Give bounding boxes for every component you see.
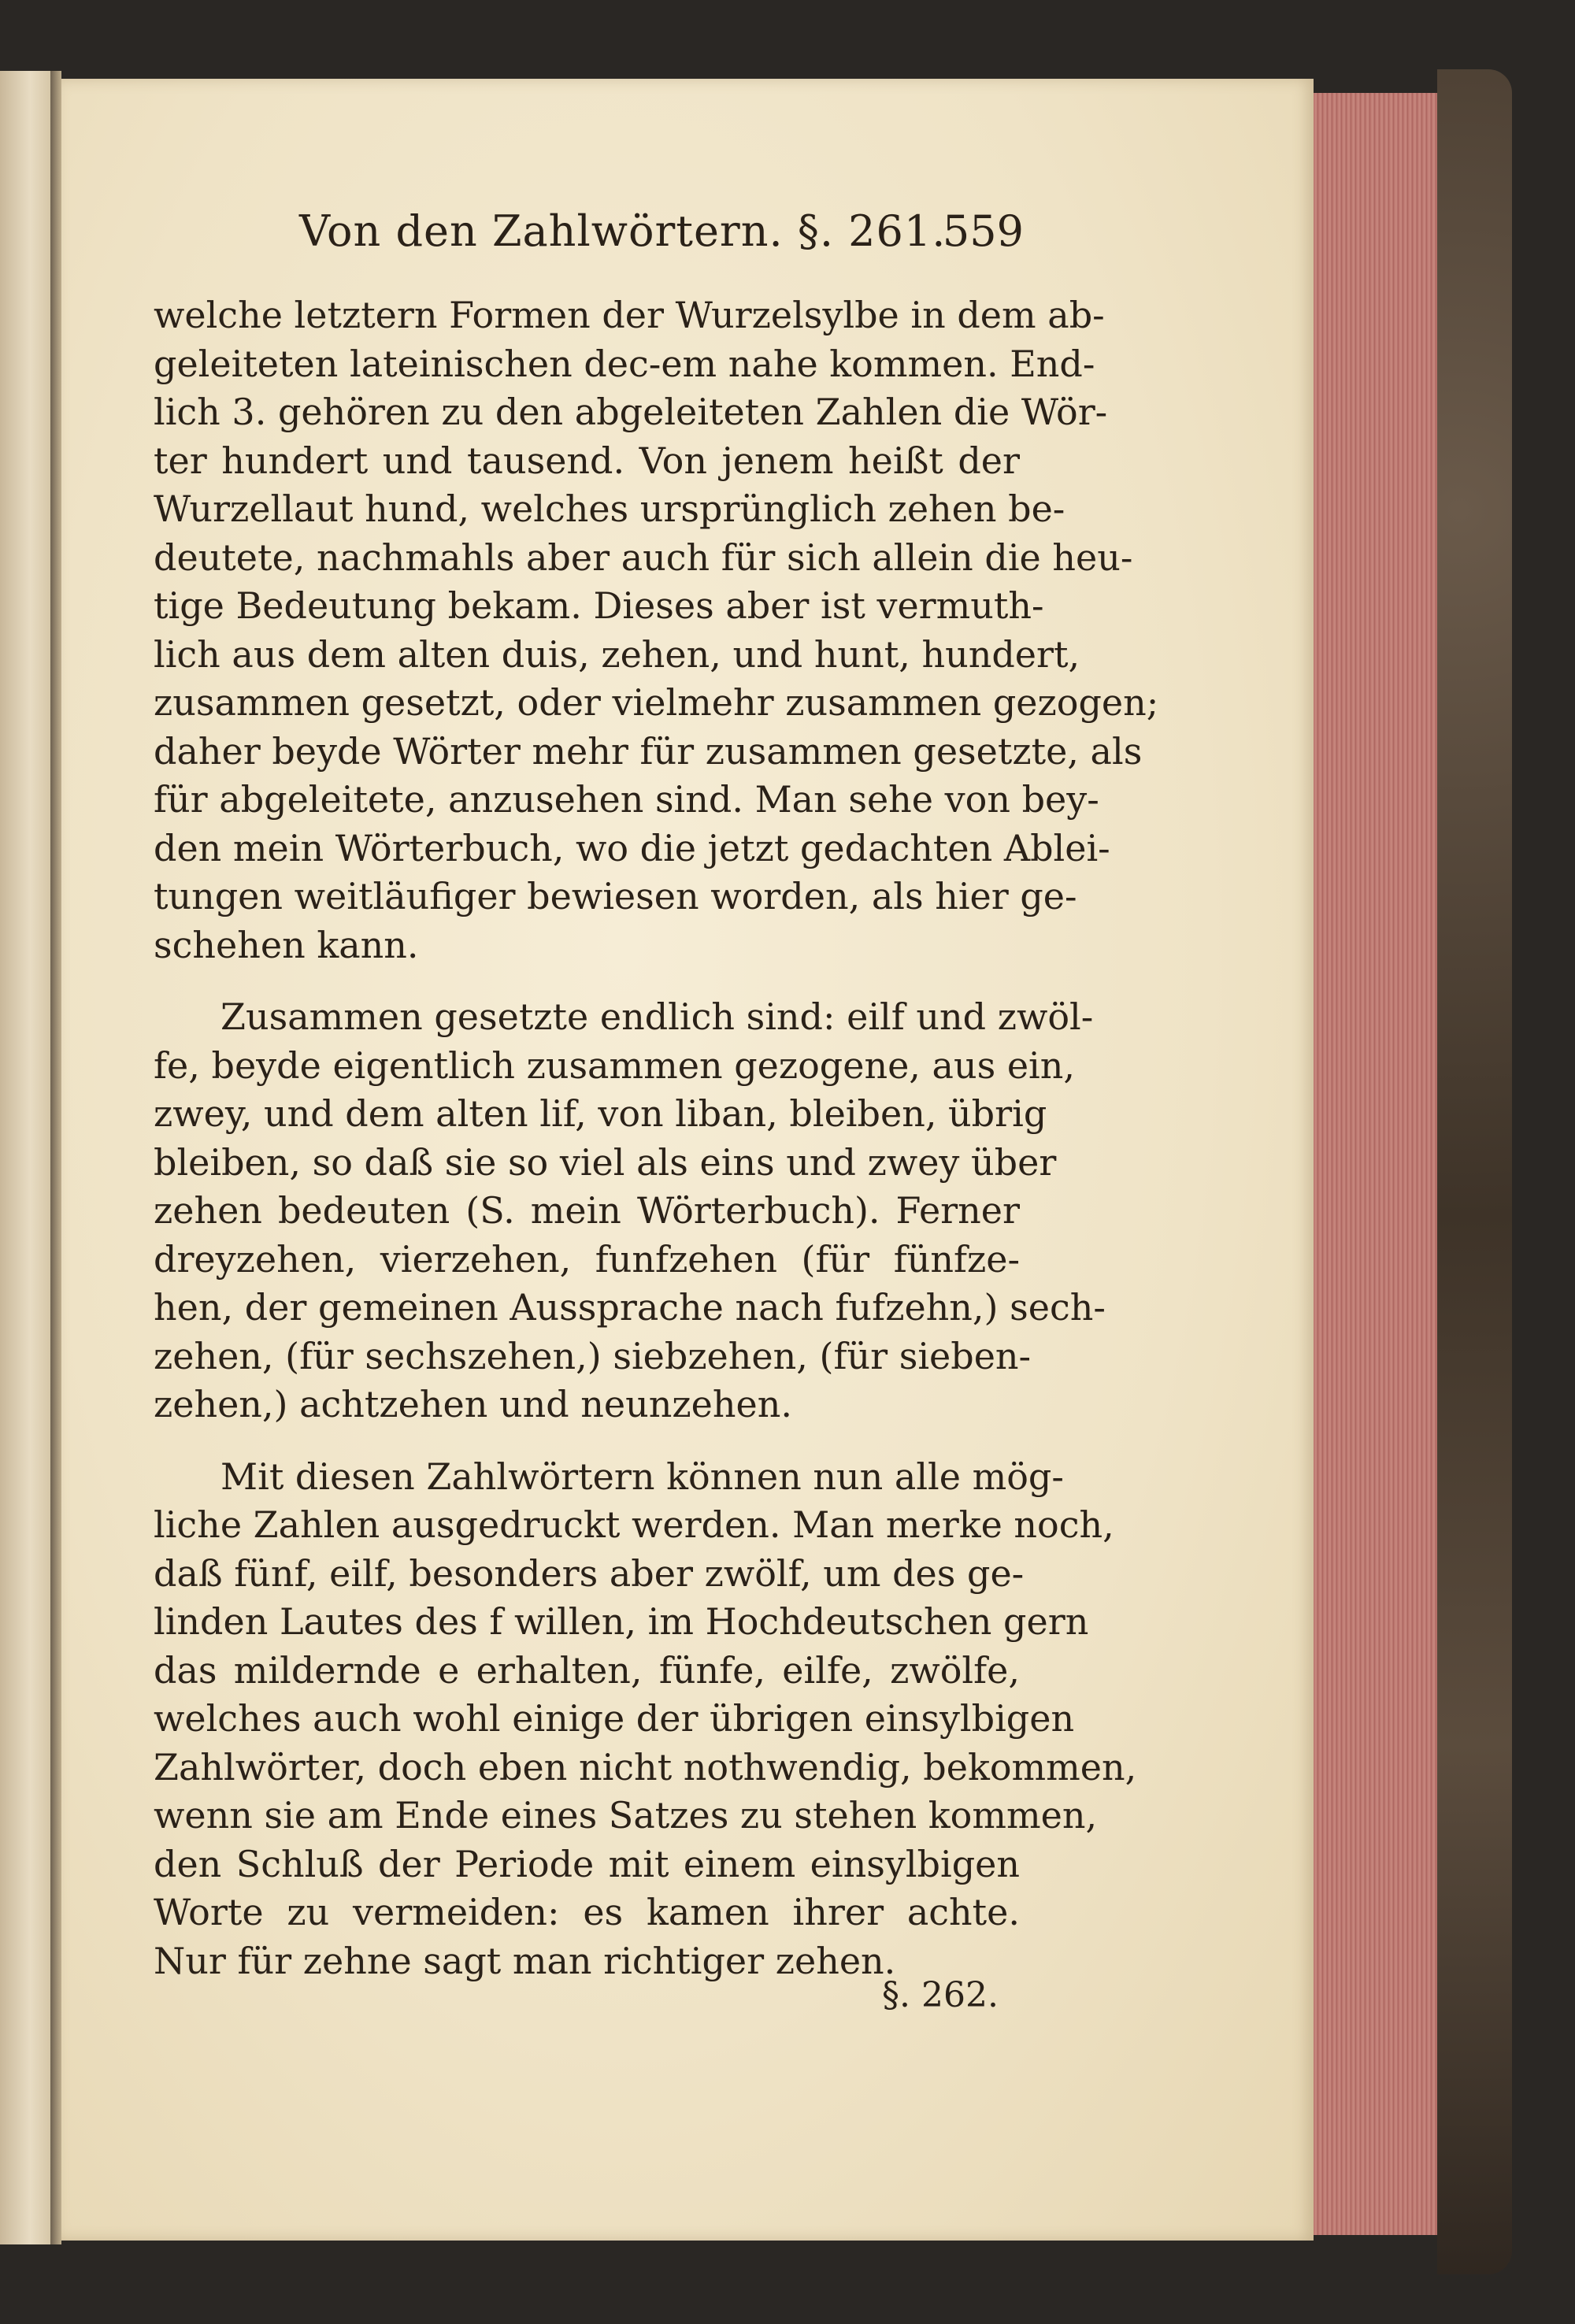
text-line: welches auch wohl einige der übrigen einsylbigen xyxy=(154,1697,1075,1740)
text-line: bleiben, so daß sie so viel als eins und zwey über xyxy=(154,1140,1057,1184)
text-line: ter hundert und tausend. Von jenem heißt der xyxy=(154,439,1020,482)
previous-page-edge xyxy=(0,71,53,2244)
text-line: schehen kann. xyxy=(154,923,419,966)
text-line: Mit diesen Zahlwörtern können nun alle mög- xyxy=(220,1455,1064,1498)
paragraph-3 xyxy=(154,1453,1137,1986)
text-line: Worte zu vermeiden: es kamen ihrer achte. xyxy=(154,1891,1020,1933)
text-line: für abgeleitete, anzusehen sind. Man sehe von bey- xyxy=(154,778,1099,821)
catchword: §. 262. xyxy=(882,1975,999,2015)
marbled-cover xyxy=(1437,69,1512,2274)
text-line: hen, der gemeinen Aussprache nach fufzehn,) sech- xyxy=(154,1286,1106,1329)
text-line: zehen,) achtzehen und neunzehen. xyxy=(154,1383,792,1425)
text-line: linden Lautes des f willen, im Hochdeutschen gern xyxy=(154,1600,1089,1643)
text-line: Nur für zehne sagt man richtiger zehen. xyxy=(154,1939,896,1982)
text-line: zehen bedeuten (S. mein Wörterbuch). Ferner xyxy=(154,1189,1020,1232)
text-line: liche Zahlen ausgedruckt werden. Man merke noch, xyxy=(154,1503,1114,1546)
text-line: zwey, und dem alten lif, von liban, bleiben, übrig xyxy=(154,1092,1047,1135)
text-line: wenn sie am Ende eines Satzes zu stehen kommen, xyxy=(154,1794,1098,1837)
paragraph-1 xyxy=(154,291,1159,969)
text-line: fe, beyde eigentlich zusammen gezogene, aus ein, xyxy=(154,1043,1076,1087)
text-line: tige Bedeutung bekam. Dieses aber ist vermuth- xyxy=(154,584,1044,627)
text-line: zusammen gesetzt, oder vielmehr zusammen gezogen; xyxy=(154,681,1159,724)
body-text xyxy=(154,291,1159,1985)
text-line: deutete, nachmahls aber auch für sich allein die heu- xyxy=(154,536,1133,579)
text-line: daß fünf, eilf, besonders aber zwölf, um des ge- xyxy=(154,1551,1025,1595)
book-gutter xyxy=(50,71,61,2244)
text-line: den Schluß der Periode mit einem einsylbigen xyxy=(154,1842,1020,1885)
paragraph-2 xyxy=(154,993,1106,1429)
page-number: 559 xyxy=(942,206,1024,256)
text-line: zehen, (für sechszehen,) siebzehen, (für sieben- xyxy=(154,1334,1032,1377)
text-line: Zusammen gesetzte endlich sind: eilf und zwöl- xyxy=(220,995,1094,1038)
text-line: lich aus dem alten duis, zehen, und hunt, hundert, xyxy=(154,632,1080,676)
page-header xyxy=(299,206,1024,277)
text-line: den mein Wörterbuch, wo die jetzt gedachten Ablei- xyxy=(154,826,1110,869)
text-line: geleiteten lateinischen dec-em nahe kommen. End- xyxy=(154,342,1095,385)
text-line: Wurzellaut hund, welches ursprünglich zehen be- xyxy=(154,487,1065,530)
text-line: daher beyde Wörter mehr für zusammen gesetzte, als xyxy=(154,729,1143,773)
text-line: tungen weitläufiger bewiesen worden, als hier ge- xyxy=(154,875,1077,917)
running-title: Von den Zahlwörtern. §. 261. xyxy=(299,206,947,256)
text-line: das mildernde e erhalten, fünfe, eilfe, zwölfe, xyxy=(154,1648,1020,1692)
text-line: dreyzehen, vierzehen, funfzehen (für fünfze- xyxy=(154,1237,1020,1281)
red-page-edges xyxy=(1314,93,1443,2235)
text-line: welche letztern Formen der Wurzelsylbe in dem ab- xyxy=(154,294,1105,336)
text-line: lich 3. gehören zu den abgeleiteten Zahlen die Wör- xyxy=(154,391,1108,433)
text-line: Zahlwörter, doch eben nicht nothwendig, bekommen, xyxy=(154,1745,1137,1788)
